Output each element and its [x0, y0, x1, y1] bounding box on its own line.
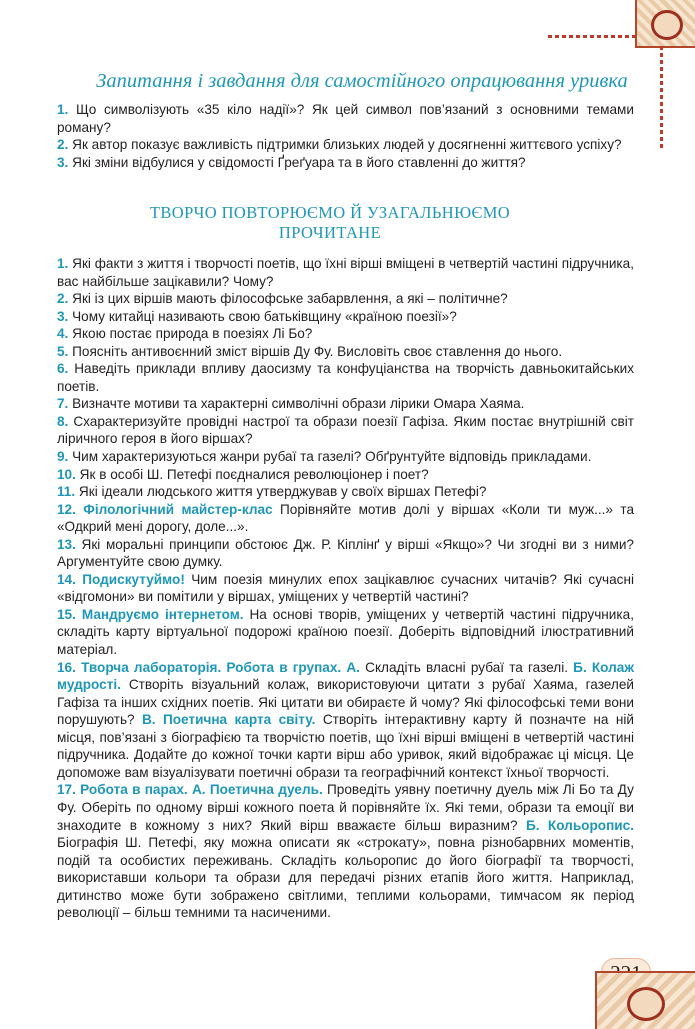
list-item: 6. Наведіть приклади впливу даосизму та конфуціанства на творчість давньокитайських поетів. — [57, 361, 634, 394]
section-title-review: ТВОРЧО ПОВТОРЮЄМО Й УЗАГАЛЬНЮЄМО ПРОЧИТАНЕ — [149, 203, 511, 242]
list-item: 15. Мандруємо інтернетом. На основі творів, уміщених у четвертій частині підручника, складіть карту віртуальної подорожі країною поезії. Доберіть відповідний ілюстративний матеріал. — [57, 606, 634, 658]
review-tasks-list — [57, 255, 634, 922]
list-item: 10. Як в особі Ш. Петефі поєдналися революціонер і поет? — [57, 466, 429, 482]
list-item: 9. Чим характеризуються жанри рубаї та газелі? Обґрунтуйте відповідь прикладами. — [57, 449, 592, 465]
list-item: 14. Подискутуймо! Чим поезія минулих епох зацікавлює сучасних читачів? Які сучасні «відгомони» ви помітили у віршах, уміщених у четвертій частині? — [57, 571, 634, 605]
list-item: 2. Які із цих віршів мають філософське забарвлення, а які – політичне? — [57, 291, 508, 307]
list-item: 7. Визначте мотиви та характерні символічні образи лірики Омара Хаяма. — [57, 396, 525, 412]
decorative-dashed-line-vertical — [660, 46, 663, 149]
list-item: 2. Як автор показує важливість підтримки близьких людей у досягненні життєвого успіху? — [57, 137, 622, 153]
section-title-questions: Запитання і завдання для самостійного опрацювання уривка — [96, 70, 628, 92]
list-item: 13. Які моральні принципи обстоює Дж. Р. Кіплінґ у вірші «Якщо»? Чи згодні ви з ними? Аргументуйте свою думку. — [57, 536, 634, 570]
list-item: 8. Схарактеризуйте провідні настрої та образи поезії Гафіза. Яким постає внутрішній світ ліричного героя в його віршах? — [57, 413, 634, 447]
list-item: 12. Філологічний майстер-клас Порівняйте мотив долі у віршах «Коли ти муж...» та «Одкрий мені дорогу, доле...». — [57, 501, 635, 535]
list-item: 1. Що символізують «35 кіло надії»? Як цей символ пов’язаний з основними темами роману? — [57, 102, 634, 135]
list-item: 4. Якою постає природа в поезіях Лі Бо? — [57, 326, 313, 342]
corner-ornament-top — [635, 0, 695, 48]
questions-list — [57, 101, 634, 171]
list-item: 5. Поясніть антивоєнний зміст віршів Ду Фу. Висловіть своє ставлення до нього. — [57, 343, 563, 359]
list-item: 1. Які факти з життя і творчості поетів, що їхні вірші вміщені в четвертій частині підручника, вас найбільше зацікавили? Чому? — [57, 256, 634, 289]
decorative-dashed-line — [548, 35, 635, 38]
list-item: 17. Робота в парах. А. Поетична дуель. Проведіть уявну поетичну дуель між Лі Бо та Ду Фу. Оберіть по одному вірші кожного поета й порівняйте їх. Які теми, образи та емоції ви знаходите в кожному з них? Який вірш вважаєте більш виразним? Б. Кольоропис. Біографія Ш. Петефі, яку можна описати як «строкату», повна різнобарвних моментів, подій та особистих переживань. Складіть кольоропис до його біографії та творчості, використавши кольори та образи для передачі різних етапів його життя. Наприклад, дитинство може бути зображено світлими, теплими кольорами, тимчасом як період революції – більш темними та насиченими. — [57, 782, 634, 921]
list-item: 3. Чому китайці називають свою батьківщину «країною поезії»? — [57, 308, 457, 324]
list-item: 16. Творча лабораторія. Робота в групах. А. Складіть власні рубаї та газелі. Б. Колаж мудрості. Створіть візуальний колаж, використовуючи цитати з рубаї Хаяма, газелей Гафіза та інших східних поетів. Які цитати ви обираєте й чому? Які філософські теми вони порушують? В. Поетична карта світу. Створіть інтерактивну карту й позначте на ній місця, пов’язані з біографією та творчістю поетів, що їхні вірші вміщені в четвертій частині підручника. Додайте до кожної точки карти вірш або уривок, який відображає ці місця. Це допоможе вам візуалізувати поетичні образи та географічний контекст їхньої творчості. — [57, 659, 634, 780]
list-item: 3. Які зміни відбулися у свідомості Ґреґуара та в його ставленні до життя? — [57, 154, 526, 170]
list-item: 11. Які ідеали людського життя утверджував у своїх віршах Петефі? — [57, 484, 487, 500]
corner-ornament-bottom — [595, 971, 695, 1029]
